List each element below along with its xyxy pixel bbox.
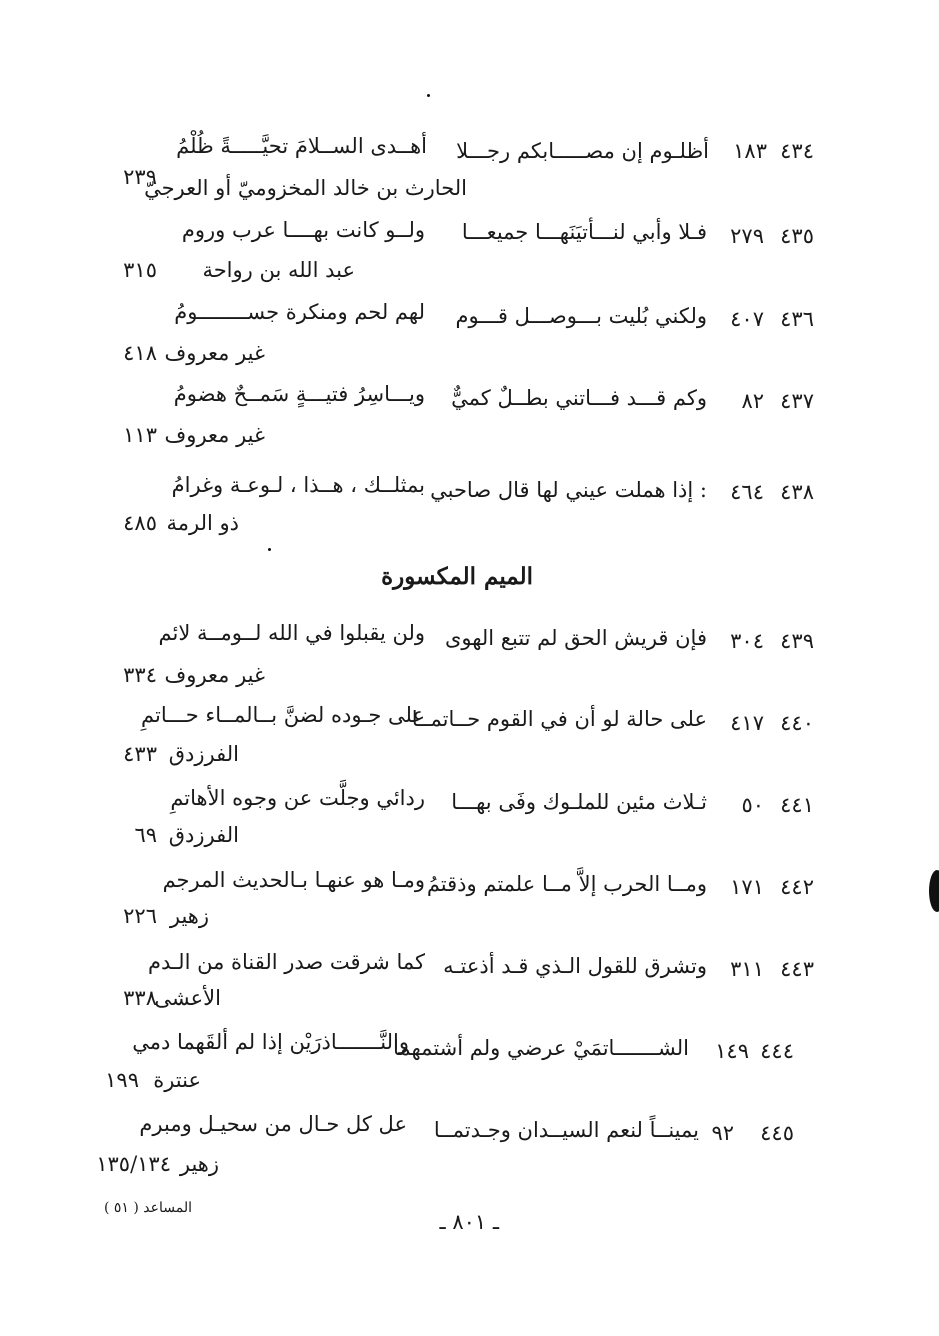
- poet-name: عبد الله بن رواحة: [202, 258, 355, 282]
- entry-number: ٤٤٣: [780, 957, 814, 981]
- hemistich-first: فـلا وأبي لنـــأتيَنَهـــا جميعـــا: [461, 220, 707, 244]
- poet-name: الحارث بن خالد المخزوميّ أو العرجيّ: [144, 176, 467, 200]
- hemistich-first: فإن قريش الحق لم تتبع الهوى: [444, 626, 707, 650]
- entry-reference: ٤٦٤: [730, 480, 764, 504]
- page-reference: ١٩٩: [105, 1068, 139, 1092]
- page-reference: ١١٣: [123, 423, 157, 447]
- poet-name: زهير: [169, 904, 209, 928]
- poet-name: عنترة: [153, 1068, 201, 1092]
- scan-speck: [427, 94, 430, 97]
- hemistich-first: ومــا الحرب إلاَّ مــا علمتم وذقتمُ: [426, 872, 707, 896]
- entry-reference: ٤١٧: [730, 711, 764, 735]
- hemistich-second: ردائي وجلَّت عن وجوه الأهاتمِ: [170, 786, 425, 810]
- hemistich-second: ولــو كانت بهــــا عرب وروم: [181, 218, 425, 242]
- entry-number: ٤٤٤: [760, 1039, 794, 1063]
- hemistich-first: أظلـوم إن مصـــــابكم رجـــلا: [456, 139, 709, 163]
- hemistich-first: ثـلاث مئين للملـوك وفَى بهـــا: [451, 790, 707, 814]
- entry-number: ٤٣٦: [780, 307, 814, 331]
- entry-reference: ٢٧٩: [730, 224, 764, 248]
- poet-name: غير معروف: [164, 341, 265, 365]
- hemistich-first: وتشرق للقول الـذي قـد أذعتـه: [443, 954, 707, 978]
- page-number: ـ ٨٠١ ـ: [439, 1210, 499, 1234]
- footer-note: المساعد ( ٥١ ): [103, 1200, 192, 1216]
- page-reference: ٣٣٤: [123, 663, 157, 687]
- entry-number: ٤٤٢: [780, 875, 814, 899]
- page-reference: ٣١٥: [123, 258, 157, 282]
- hemistich-second: لهم لحم ومنكرة جســــــــومُ: [174, 300, 425, 324]
- hemistich-first: الشـــــــاتمَيْ عرضي ولم أشتمهما: [392, 1036, 689, 1060]
- scan-speck: [268, 548, 271, 551]
- entry-number: ٤٣٩: [780, 629, 814, 653]
- hemistich-second: ومـا هو عنهـا بـالحديث المرجم: [162, 868, 425, 892]
- entry-reference: ٥٠: [741, 793, 764, 817]
- poet-name: الفرزدق: [168, 823, 239, 847]
- hemistich-first: يمينــاً لنعم السيــدان وجـدتمــا: [433, 1118, 699, 1142]
- page-reference: ٤٨٥: [123, 511, 157, 535]
- page-reference: ٤١٨: [123, 341, 157, 365]
- hemistich-second: والنَّـــــــاذرَيْن إذا لم ألقَهما دمي: [132, 1030, 409, 1054]
- hemistich-first: ولكني بُليت بـــوصـــل قـــوم: [455, 304, 707, 328]
- hemistich-second: كما شرقت صدر القناة من الـدم: [148, 950, 425, 974]
- entry-reference: ٤٠٧: [730, 307, 764, 331]
- entry-number: ٤٤١: [780, 793, 814, 817]
- page-reference: ٣٣٨: [123, 986, 157, 1010]
- hemistich-first: وكم قـــد فـــاتني بطــلٌ كميٌّ: [451, 386, 707, 410]
- page-reference: ٦٩: [134, 823, 157, 847]
- poet-name: الأعشى: [154, 986, 221, 1010]
- page-reference: ٢٢٦: [123, 904, 157, 928]
- poet-name: الفرزدق: [168, 742, 239, 766]
- scan-edge-mark: [929, 870, 939, 912]
- entry-number: ٤٤٥: [760, 1121, 794, 1145]
- entry-reference: ٨٢: [741, 389, 764, 413]
- entry-reference: ١٨٣: [733, 139, 767, 163]
- hemistich-second: بمثلــك ، هــذا ، لـوعـة وغرامُ: [171, 473, 425, 497]
- hemistich-second: أهــدى الســلامَ تحيَّـــــةً ظُلْمُ: [176, 134, 427, 158]
- entry-reference: ٣١١: [730, 957, 764, 981]
- poet-name: غير معروف: [164, 423, 265, 447]
- entry-number: ٤٣٤: [780, 139, 814, 163]
- entry-reference: ٣٠٤: [730, 629, 764, 653]
- page-reference: ١٣٥/١٣٤: [96, 1152, 171, 1176]
- entry-number: ٤٣٧: [780, 389, 814, 413]
- section-heading: الميم المكسورة: [381, 563, 533, 590]
- hemistich-second: عل كل حـال من سحيـل ومبرم: [139, 1112, 407, 1136]
- hemistich-first: على حالة لو أن في القوم حــاتمــا: [411, 707, 707, 731]
- page-reference: ٢٣٩: [123, 165, 157, 189]
- entry-reference: ١٧١: [730, 875, 764, 899]
- poet-name: زهير: [179, 1152, 219, 1176]
- hemistich-second: ويـــاسِرُ فتيـــةٍ سَمــحٌ هضومُ: [173, 382, 425, 406]
- entry-number: ٤٣٨: [780, 480, 814, 504]
- entry-number: ٤٣٥: [780, 224, 814, 248]
- poet-name: غير معروف: [164, 663, 265, 687]
- poet-name: ذو الرمة: [166, 511, 239, 535]
- hemistich-second: ولن يقبلوا في الله لــومــة لائم: [158, 621, 425, 645]
- page-reference: ٤٣٣: [123, 742, 157, 766]
- hemistich-first: إذا هملت عيني لها قال صاحبي :: [430, 478, 707, 502]
- hemistich-second: على جـوده لضنَّ بــالمــاء حـــاتمِ: [141, 703, 425, 727]
- entry-reference: ٩٢: [711, 1121, 734, 1145]
- entry-number: ٤٤٠: [780, 711, 814, 735]
- entry-reference: ١٤٩: [715, 1039, 749, 1063]
